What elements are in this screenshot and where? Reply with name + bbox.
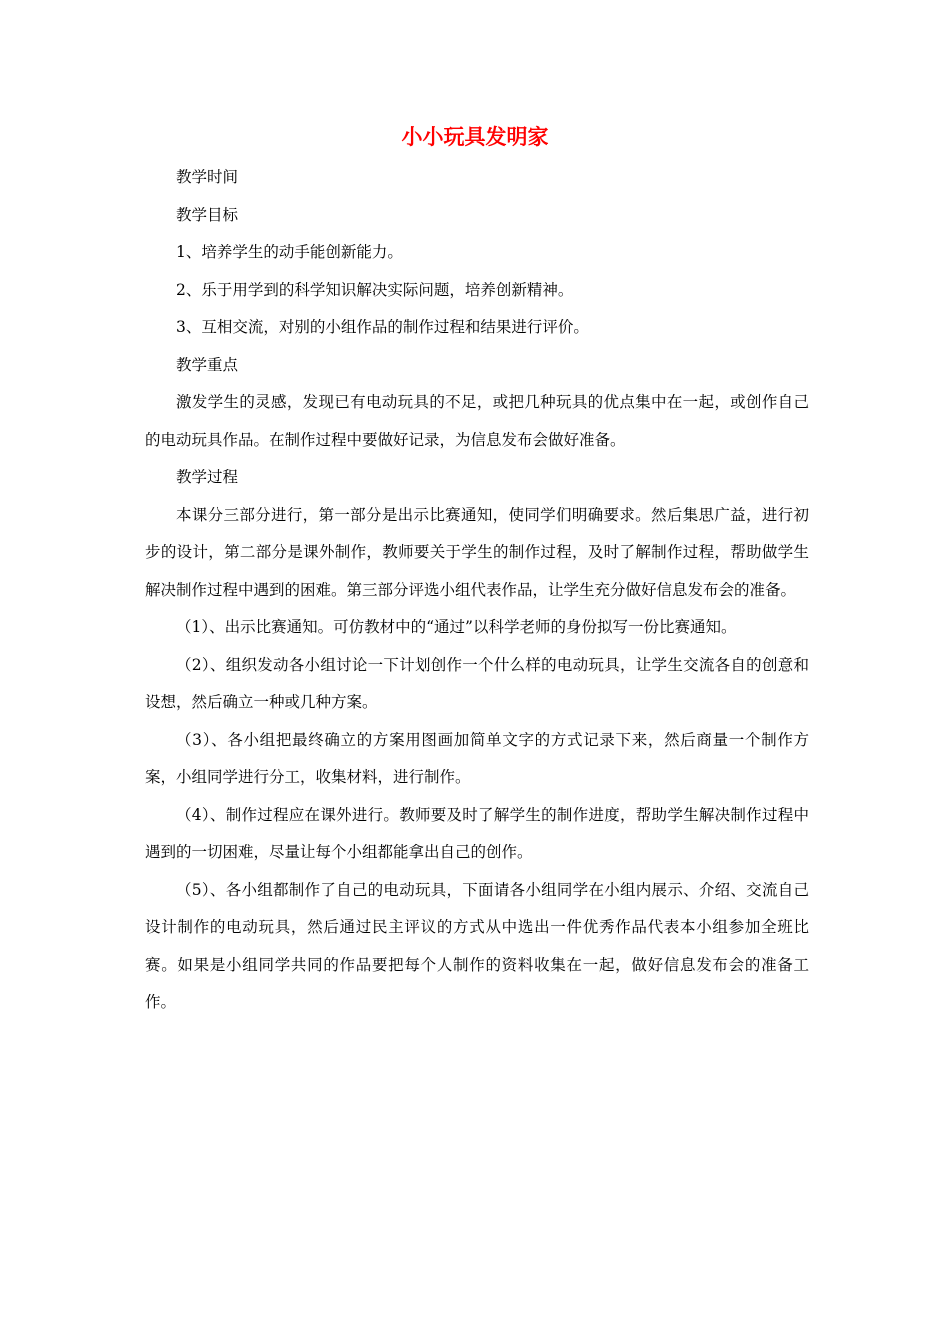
paragraph-teaching-time: 教学时间 [176, 168, 239, 186]
paragraph-goal-2: 2、乐于用学到的科学知识解决实际问题，培养创新精神。 [176, 280, 574, 299]
paragraph-goal-3: 3、互相交流，对别的小组作品的制作过程和结果进行评价。 [176, 318, 589, 336]
paragraph-step-2: （2）、组织发动各小组讨论一下计划创作一个什么样的电动玩具，让学生交流各自的创意和设想，然后确立一种或几种方案。 [145, 655, 809, 711]
paragraph-process-overview: 本课分三部分进行，第一部分是出示比赛通知，使同学们明确要求。然后集思广益，进行初步的设计，第二部分是课外制作，教师要关于学生的制作过程，及时了解制作过程，帮助做学生解决制作过程中遇到的困难。第三部分评选小组代表作品，让学生充分做好信息发布会的准备。 [145, 505, 809, 599]
paragraph-process-heading: 教学过程 [176, 468, 239, 486]
paragraph-step-3: （3）、各小组把最终确立的方案用图画加简单文字的方式记录下来，然后商量一个制作方案，小组同学进行分工，收集材料，进行制作。 [145, 730, 809, 786]
paragraph-key-points-heading: 教学重点 [176, 355, 239, 374]
paragraph-step-4: （4）、制作过程应在课外进行。教师要及时了解学生的制作进度，帮助学生解决制作过程中遇到的一切困难，尽量让每个小组都能拿出自己的创作。 [145, 805, 809, 861]
paragraph-teaching-goals-heading: 教学目标 [176, 205, 239, 224]
paragraph-goal-1: 1、培养学生的动手能创新能力。 [176, 243, 403, 261]
paragraph-step-1: （1）、出示比赛通知。可仿教材中的“通过”以科学老师的身份拟写一份比赛通知。 [176, 618, 737, 636]
document-body [145, 159, 809, 1022]
paragraph-key-points: 激发学生的灵感，发现已有电动玩具的不足，或把几种玩具的优点集中在一起，或创作自己的电动玩具作品。在制作过程中要做好记录，为信息发布会做好准备。 [145, 393, 809, 449]
paragraph-step-5: （5）、各小组都制作了自己的电动玩具，下面请各小组同学在小组内展示、介绍、交流自己设计制作的电动玩具，然后通过民主评议的方式从中选出一件优秀作品代表本小组参加全班比赛。如果是小组同学共同的作品要把每个人制作的资料收集在一起，做好信息发布会的准备工作。 [145, 880, 809, 1011]
document-title: 小小玩具发明家 [401, 124, 549, 149]
